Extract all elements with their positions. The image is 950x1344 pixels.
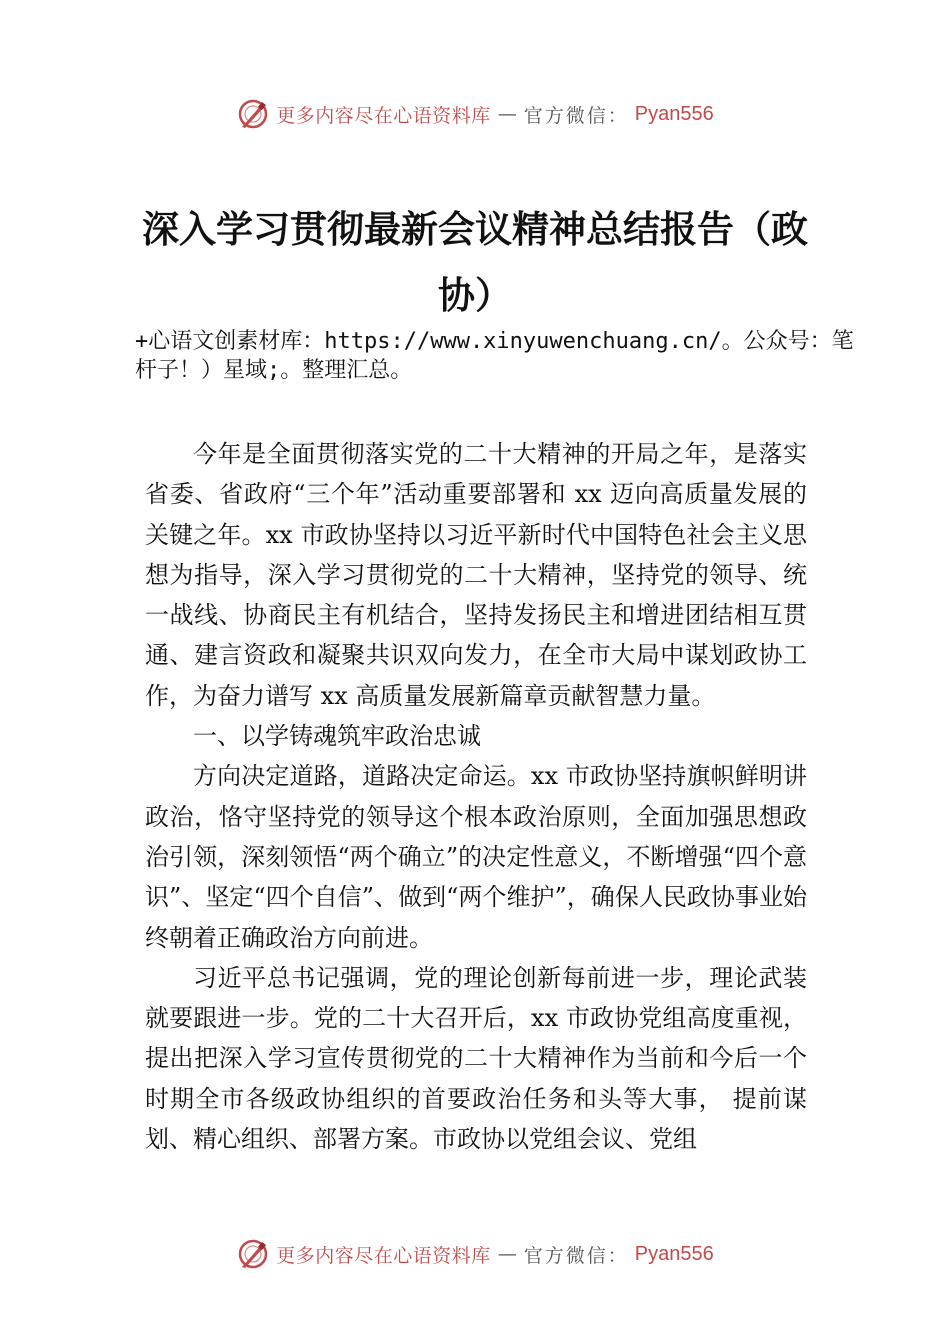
banner-separator: — <box>497 103 517 125</box>
quill-pen-circle-logo <box>236 97 270 131</box>
document-title: 深入学习贯彻最新会议精神总结报告（政协） <box>142 207 808 317</box>
wechat-label: 官方微信： <box>523 1244 629 1267</box>
banner-separator: — <box>497 1243 517 1265</box>
source-note: +心语文创素材库：https://www.xinyuwenchuang.cn/。公众号：笔杆子！）星域;。整理汇总。 <box>135 329 854 383</box>
paragraph: 今年是全面贯彻落实党的二十大精神的开局之年，是落实省委、省政府“三个年”活动重要部署和 xx 迈向高质量发展的关键之年。xx 市政协坚持以习近平新时代中国特色社会主义思想为指导，深入学习贯彻党的二十大精神，坚持党的领导、统一战线、协商民主有机结合，坚持发扬民主和增进团结相互贯通、建言资政和凝聚共识双向发力，在全市大局中谋划政协工作，为奋力谱写 xx 高质量发展新篇章贡献智慧力量。 <box>145 440 807 710</box>
quill-pen-circle-logo <box>236 1237 270 1271</box>
wechat-label: 官方微信： <box>523 104 629 127</box>
banner-text: 更多内容尽在心语资料库 <box>276 1244 491 1267</box>
paragraph: 习近平总书记强调，党的理论创新每前进一步，理论武装就要跟进一步。党的二十大召开后，xx 市政协党组高度重视，提出把深入学习宣传贯彻党的二十大精神作为当前和今后一个时期全市各级政协组织的首要政治任务和头等大事， 提前谋划、精心组织、部署方案。市政协以党组会议、党组 <box>145 963 807 1154</box>
header-banner <box>0 94 950 134</box>
banner-text: 更多内容尽在心语资料库 <box>276 104 491 127</box>
wechat-id: Pyan556 <box>634 102 714 125</box>
wechat-id: Pyan556 <box>634 1242 714 1265</box>
document-body <box>145 434 807 1159</box>
paragraph: 方向决定道路，道路决定命运。xx 市政协坚持旗帜鲜明讲政治，恪守坚持党的领导这个根本政治原则，全面加强思想政治引领，深刻领悟“两个确立”的决定性意义，不断增强“四个意识”、坚定“四个自信”、做到“两个维护”，确保人民政协事业始终朝着正确政治方向前进。 <box>145 762 807 952</box>
section-heading: 一、以学铸魂筑牢政治忠诚 <box>193 722 481 751</box>
footer-banner <box>0 1234 950 1274</box>
